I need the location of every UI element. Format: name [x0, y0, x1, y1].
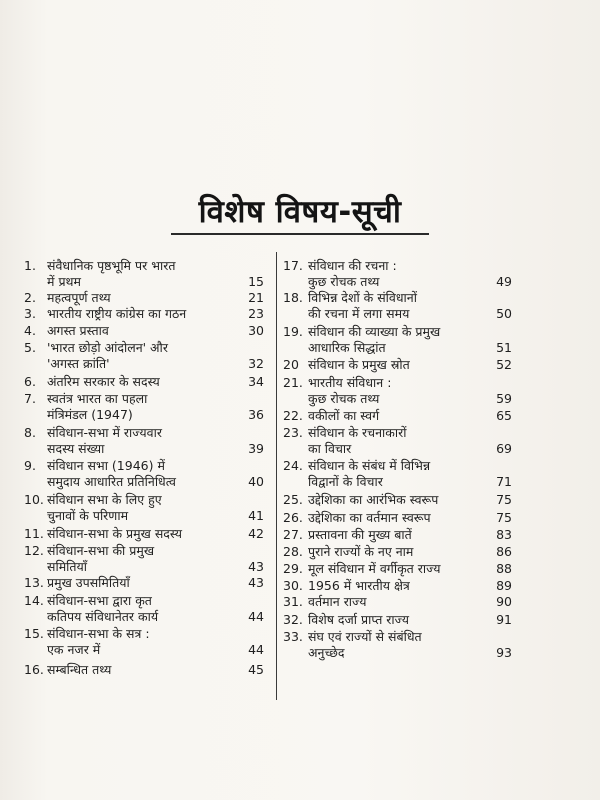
toc-item-number: 33. — [283, 629, 303, 644]
toc-item-number: 17. — [283, 258, 303, 273]
toc-item-number: 3. — [24, 306, 36, 321]
toc-item-title: संविधान सभा (1946) में — [47, 458, 165, 473]
toc-item-page: 43 — [248, 575, 264, 590]
toc-item-page: 40 — [248, 474, 264, 489]
toc-item-title: स्वतंत्र भारत का पहला — [47, 391, 148, 406]
toc-item-number: 22. — [283, 408, 303, 423]
toc-item-title: का विचार — [308, 441, 352, 456]
toc-item-title: वर्तमान राज्य — [308, 594, 367, 609]
toc-item-title: कतिपय संविधानेतर कार्य — [47, 609, 159, 624]
toc-item-title: कुछ रोचक तथ्य — [308, 274, 380, 289]
toc-item-page: 59 — [496, 391, 512, 406]
toc-item-number: 13. — [24, 575, 44, 590]
toc-item-number: 29. — [283, 561, 303, 576]
toc-item-number: 27. — [283, 527, 303, 542]
toc-item-title: संविधान के प्रमुख स्रोत — [308, 357, 410, 372]
toc-item-page: 34 — [248, 374, 264, 389]
toc-item-title: सम्बन्धित तथ्य — [47, 662, 112, 677]
toc-item-number: 9. — [24, 458, 36, 473]
toc-item-number: 1. — [24, 258, 36, 273]
toc-item-page: 71 — [496, 474, 512, 489]
toc-item-page: 69 — [496, 441, 512, 456]
toc-item-number: 12. — [24, 543, 44, 558]
toc-item-number: 18. — [283, 290, 303, 305]
toc-item-title: समितियाँ — [47, 559, 88, 574]
toc-item-page: 41 — [248, 508, 264, 523]
toc-item-title: भारतीय राष्ट्रीय कांग्रेस का गठन — [47, 306, 187, 321]
toc-item-title: अनुच्छेद — [308, 645, 345, 660]
toc-item-page: 15 — [248, 274, 264, 289]
toc-item-title: संवैधानिक पृष्ठभूमि पर भारत — [47, 258, 176, 273]
toc-item-number: 16. — [24, 662, 44, 677]
toc-item-page: 75 — [496, 492, 512, 507]
toc-item-title: संविधान-सभा के प्रमुख सदस्य — [47, 526, 183, 541]
toc-item-title: संविधान-सभा में राज्यवार — [47, 425, 162, 440]
toc-item-title: अंतरिम सरकार के सदस्य — [47, 374, 160, 389]
toc-item-title: उद्देशिका का आरंभिक स्वरूप — [308, 492, 439, 507]
page-title: विशेष विषय-सूची — [198, 194, 402, 230]
toc-item-title: संविधान के रचनाकारों — [308, 425, 407, 440]
toc-item-number: 14. — [24, 593, 44, 608]
toc-item-title: चुनावों के परिणाम — [47, 508, 129, 523]
toc-item-number: 21. — [283, 375, 303, 390]
toc-item-number: 5. — [24, 340, 36, 355]
toc-item-title: अगस्त प्रस्ताव — [47, 323, 109, 338]
toc-item-page: 23 — [248, 306, 264, 321]
toc-item-page: 44 — [248, 642, 264, 657]
toc-item-page: 30 — [248, 323, 264, 338]
toc-item-page: 75 — [496, 510, 512, 525]
toc-item-page: 21 — [248, 290, 264, 305]
toc-item-page: 83 — [496, 527, 512, 542]
toc-item-title: पुराने राज्यों के नए नाम — [308, 544, 414, 559]
toc-item-page: 44 — [248, 609, 264, 624]
toc-item-page: 39 — [248, 441, 264, 456]
toc-item-number: 7. — [24, 391, 36, 406]
toc-item-number: 8. — [24, 425, 36, 440]
toc-item-title: मंत्रिमंडल (1947) — [47, 407, 133, 422]
toc-item-number: 25. — [283, 492, 303, 507]
toc-item-title: में प्रथम — [47, 274, 82, 289]
toc-item-title: 'अगस्त क्रांति' — [47, 356, 110, 371]
toc-item-title: प्रमुख उपसमितियाँ — [47, 575, 130, 590]
toc-item-number: 4. — [24, 323, 36, 338]
toc-item-title: संविधान की व्याख्या के प्रमुख — [308, 324, 441, 339]
toc-item-number: 31. — [283, 594, 303, 609]
toc-item-title: महत्वपूर्ण तथ्य — [47, 290, 111, 305]
toc-item-title: 'भारत छोड़ो आंदोलन' और — [47, 340, 168, 355]
toc-item-title: सदस्य संख्या — [47, 441, 105, 456]
toc-item-title: विशेष दर्जा प्राप्त राज्य — [308, 612, 410, 627]
toc-item-title: उद्देशिका का वर्तमान स्वरूप — [308, 510, 431, 525]
toc-item-page: 49 — [496, 274, 512, 289]
toc-item-page: 42 — [248, 526, 264, 541]
toc-item-number: 6. — [24, 374, 36, 389]
toc-item-title: भारतीय संविधान : — [308, 375, 392, 390]
toc-item-title: 1956 में भारतीय क्षेत्र — [308, 578, 410, 593]
toc-item-number: 24. — [283, 458, 303, 473]
toc-item-title: संविधान-सभा द्वारा कृत — [47, 593, 152, 608]
toc-item-number: 26. — [283, 510, 303, 525]
toc-item-title: एक नजर में — [47, 642, 101, 657]
toc-item-page: 50 — [496, 306, 512, 321]
toc-item-title: संविधान-सभा के सत्र : — [47, 626, 150, 641]
toc-item-title: विद्वानों के विचार — [308, 474, 383, 489]
toc-item-title: संविधान के संबंध में विभिन्न — [308, 458, 431, 473]
toc-item-page: 90 — [496, 594, 512, 609]
toc-item-page: 91 — [496, 612, 512, 627]
toc-item-title: प्रस्तावना की मुख्य बातें — [308, 527, 412, 542]
toc-item-title: विभिन्न देशों के संविधानों — [308, 290, 417, 305]
toc-item-page: 32 — [248, 356, 264, 371]
toc-item-number: 28. — [283, 544, 303, 559]
toc-item-number: 10. — [24, 492, 44, 507]
toc-item-number: 30. — [283, 578, 303, 593]
toc-item-page: 43 — [248, 559, 264, 574]
toc-item-title: समुदाय आधारित प्रतिनिधित्व — [47, 474, 177, 489]
toc-item-title: संविधान-सभा की प्रमुख — [47, 543, 155, 558]
toc-item-number: 19. — [283, 324, 303, 339]
toc-item-title: संघ एवं राज्यों से संबंधित — [308, 629, 422, 644]
toc-item-number: 20 — [283, 357, 299, 372]
toc-item-title: संविधान की रचना : — [308, 258, 397, 273]
toc-item-page: 51 — [496, 340, 512, 355]
toc-item-number: 32. — [283, 612, 303, 627]
toc-item-page: 88 — [496, 561, 512, 576]
toc-item-number: 2. — [24, 290, 36, 305]
toc-item-number: 15. — [24, 626, 44, 641]
toc-item-title: संविधान सभा के लिए हुए — [47, 492, 162, 507]
toc-item-number: 23. — [283, 425, 303, 440]
toc-item-page: 93 — [496, 645, 512, 660]
toc-item-title: वकीलों का स्वर्ग — [308, 408, 380, 423]
toc-item-page: 89 — [496, 578, 512, 593]
toc-item-page: 86 — [496, 544, 512, 559]
toc-item-title: मूल संविधान में वर्गीकृत राज्य — [308, 561, 441, 576]
toc-item-page: 45 — [248, 662, 264, 677]
toc-item-page: 65 — [496, 408, 512, 423]
toc-item-title: कुछ रोचक तथ्य — [308, 391, 380, 406]
toc-item-title: की रचना में लगा समय — [308, 306, 410, 321]
toc-item-page: 36 — [248, 407, 264, 422]
toc-item-page: 52 — [496, 357, 512, 372]
toc-item-number: 11. — [24, 526, 44, 541]
toc-item-title: आधारिक सिद्धांत — [308, 340, 386, 355]
